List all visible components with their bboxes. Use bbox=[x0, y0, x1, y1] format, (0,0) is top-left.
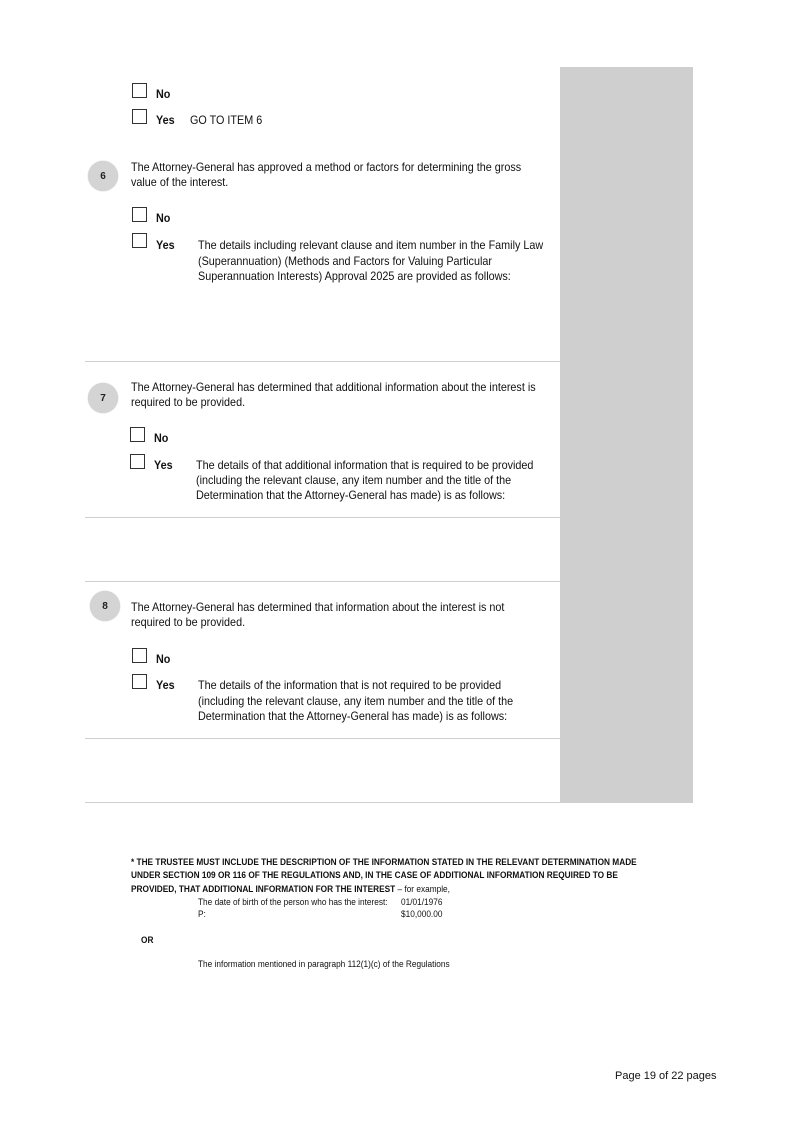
item-8-yes-line1: The details of the information that is not required to be provided bbox=[198, 678, 502, 692]
divider bbox=[85, 802, 693, 803]
item-7-yes-checkbox[interactable] bbox=[130, 454, 145, 469]
item-6-yes-line1: The details including relevant clause and item number in the Family Law bbox=[198, 238, 544, 252]
footnote-line2: UNDER SECTION 109 OR 116 OF THE REGULATIONS AND, IN THE CASE OF ADDITIONAL INFORMATION REQUIRED TO BE bbox=[131, 870, 618, 880]
divider bbox=[85, 738, 560, 739]
item-7-yes-line3: Determination that the Attorney-General has made) is as follows: bbox=[196, 488, 506, 502]
item-6-no-checkbox[interactable] bbox=[132, 207, 147, 222]
item-6-text-line1: The Attorney-General has approved a method or factors for determining the gross bbox=[131, 160, 522, 174]
grey-side-column bbox=[560, 67, 693, 802]
example-dob-value: 01/01/1976 bbox=[401, 897, 443, 907]
item-6-yes-label: Yes bbox=[156, 238, 175, 252]
item-7-yes-label: Yes bbox=[154, 458, 173, 472]
item-7-no-checkbox[interactable] bbox=[130, 427, 145, 442]
example-paragraph: The information mentioned in paragraph 112(1)(c) of the Regulations bbox=[198, 959, 450, 969]
top-no-label: No bbox=[156, 87, 171, 101]
top-yes-checkbox[interactable] bbox=[132, 109, 147, 124]
item-6-number: 6 bbox=[88, 161, 118, 191]
top-no-checkbox[interactable] bbox=[132, 83, 147, 98]
item-6-yes-line3: Superannuation Interests) Approval 2025 are provided as follows: bbox=[198, 269, 511, 283]
item-7-number: 7 bbox=[88, 383, 118, 413]
item-7-no-label: No bbox=[154, 431, 169, 445]
item-8-yes-checkbox[interactable] bbox=[132, 674, 147, 689]
item-7-text-line1: The Attorney-General has determined that additional information about the interest is bbox=[131, 380, 536, 394]
item-8-number: 8 bbox=[90, 591, 120, 621]
item-8-no-checkbox[interactable] bbox=[132, 648, 147, 663]
divider bbox=[85, 517, 560, 518]
item-6-text-line2: value of the interest. bbox=[131, 175, 229, 189]
page-number: Page 19 of 22 pages bbox=[615, 1070, 717, 1082]
item-7-yes-line2: (including the relevant clause, any item number and the title of the bbox=[196, 473, 512, 487]
divider bbox=[85, 581, 560, 582]
item-6-yes-checkbox[interactable] bbox=[132, 233, 147, 248]
example-dob-label: The date of birth of the person who has the interest: bbox=[198, 897, 388, 907]
item-6-no-label: No bbox=[156, 211, 171, 225]
top-yes-label: Yes bbox=[156, 113, 175, 127]
item-8-yes-line3: Determination that the Attorney-General has made) is as follows: bbox=[198, 709, 508, 723]
item-8-text-line2: required to be provided. bbox=[131, 615, 246, 629]
item-6-yes-line2: (Superannuation) (Methods and Factors for Valuing Particular bbox=[198, 254, 492, 268]
footnote-line1: * THE TRUSTEE MUST INCLUDE THE DESCRIPTION OF THE INFORMATION STATED IN THE RELEVANT DETERMINATION MADE bbox=[131, 857, 637, 867]
footnote-line3: PROVIDED, THAT ADDITIONAL INFORMATION FOR THE INTEREST – for example, bbox=[131, 884, 450, 894]
or-text: OR bbox=[141, 935, 154, 945]
item-8-text-line1: The Attorney-General has determined that information about the interest is not bbox=[131, 600, 505, 614]
example-p-value: $10,000.00 bbox=[401, 909, 443, 919]
item-8-yes-label: Yes bbox=[156, 678, 175, 692]
item-7-yes-line1: The details of that additional information that is required to be provided bbox=[196, 458, 534, 472]
example-p-label: P: bbox=[198, 909, 206, 919]
item-7-text-line2: required to be provided. bbox=[131, 395, 246, 409]
goto-item-text: GO TO ITEM 6 bbox=[190, 113, 263, 127]
divider bbox=[85, 361, 560, 362]
item-8-no-label: No bbox=[156, 652, 171, 666]
item-8-yes-line2: (including the relevant clause, any item number and the title of the bbox=[198, 694, 514, 708]
